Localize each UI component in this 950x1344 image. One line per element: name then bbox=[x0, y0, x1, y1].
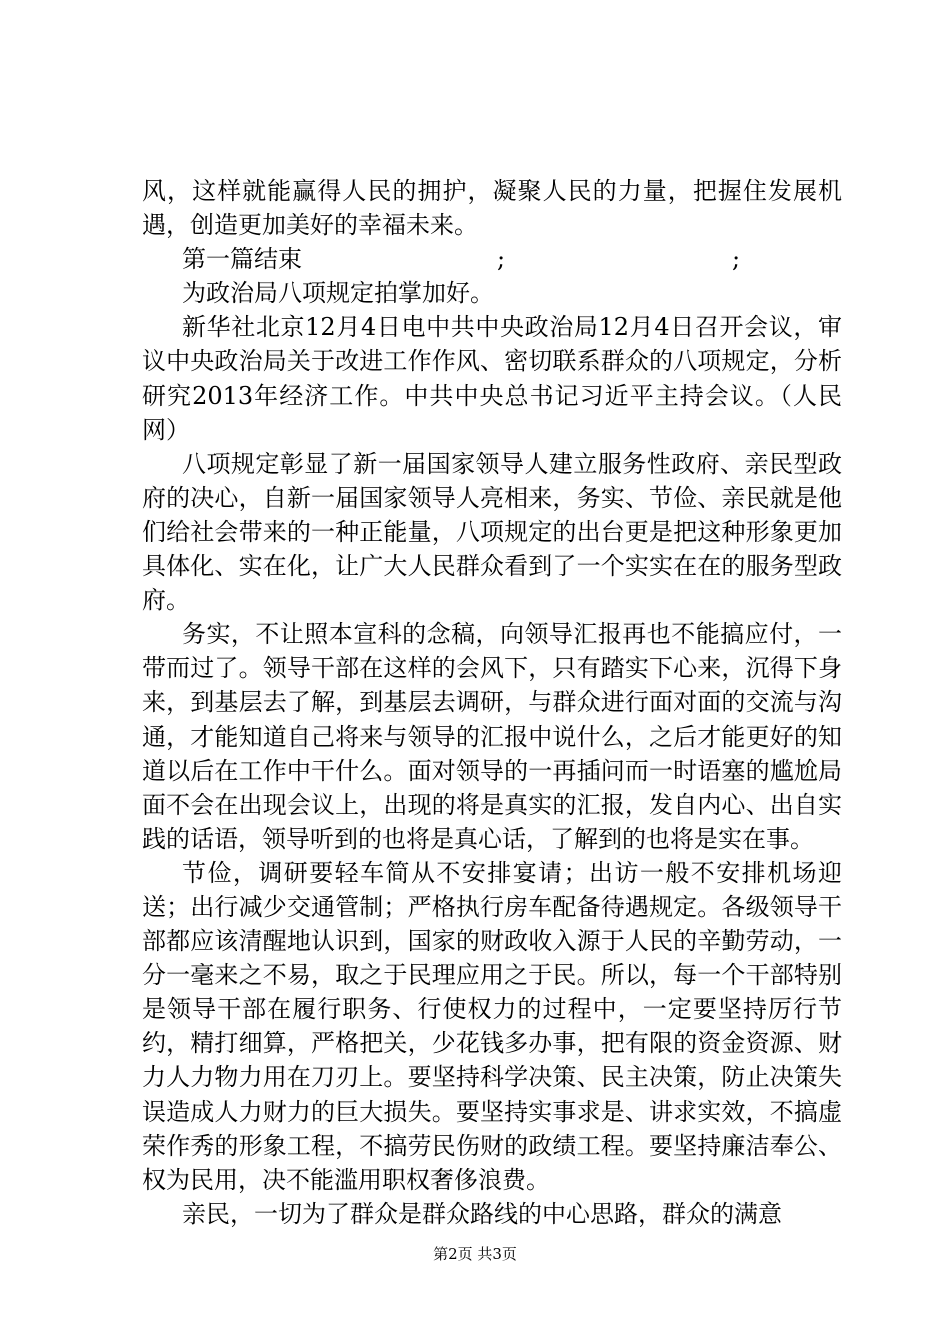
body-text bbox=[142, 174, 842, 1231]
section-end-line bbox=[142, 242, 842, 276]
separator-1: ; bbox=[497, 245, 506, 274]
separator-2: ; bbox=[732, 245, 741, 274]
section-end-title: 第一篇结束 bbox=[182, 245, 302, 274]
continuation-paragraph: 风，这样就能赢得人民的拥护，凝聚人民的力量，把握住发展机遇，创造更加美好的幸福未来。 bbox=[142, 177, 842, 240]
paragraph-close-to-people: 亲民，一切为了群众是群众路线的中心思路，群众的满意 bbox=[182, 1199, 782, 1228]
paragraph-frugal: 节俭，调研要轻车简从不安排宴请；出访一般不安排机场迎送；出行减少交通管制；严格执行房车配备待遇规定。各级领导干部都应该清醒地认识到，国家的财政收入源于人民的辛勤劳动，一分一毫来之不易，取之于民理应用之于民。所以，每一个干部特别是领导干部在履行职务、行使权力的过程中，一定要坚持厉行节约，精打细算，严格把关，少花钱多办事，把有限的资金资源、财力人力物力用在刀刃上。要坚持科学决策、民主决策，防止决策失误造成人力财力的巨大损失。要坚持实事求是、讲求实效，不搞虚荣作秀的形象工程，不搞劳民伤财的政绩工程。要坚持廉洁奉公、权为民用，决不能滥用职权奢侈浪费。 bbox=[142, 858, 842, 1194]
paragraph-title: 为政治局八项规定拍掌加好。 bbox=[182, 279, 494, 308]
paragraph-intro: 八项规定彰显了新一届国家领导人建立服务性政府、亲民型政府的决心，自新一届国家领导人亮相来，务实、节俭、亲民就是他们给社会带来的一种正能量，八项规定的出台更是把这种形象更加具体化、实在化，让广大人民群众看到了一个实实在在的服务型政府。 bbox=[142, 449, 842, 615]
paragraph-pragmatic: 务实，不让照本宣科的念稿，向领导汇报再也不能搞应付，一带而过了。领导干部在这样的会风下，只有踏实下心来，沉得下身来，到基层去了解，到基层去调研，与群众进行面对面的交流与沟通，才能知道自己将来与领导的汇报中说什么，之后才能更好的知道以后在工作中干什么。面对领导的一再插问而一时语塞的尴尬局面不会在出现会议上，出现的将是真实的汇报，发自内心、出自实践的话语，领导听到的也将是真心话，了解到的也将是实在事。 bbox=[142, 620, 842, 853]
paragraph-news: 新华社北京12月4日电中共中央政治局12月4日召开会议，审议中央政治局关于改进工作作风、密切联系群众的八项规定，分析研究2013年经济工作。中共中央总书记习近平主持会议。（人民网） bbox=[142, 313, 842, 444]
page-footer: 第2页 共3页 bbox=[433, 1245, 517, 1263]
